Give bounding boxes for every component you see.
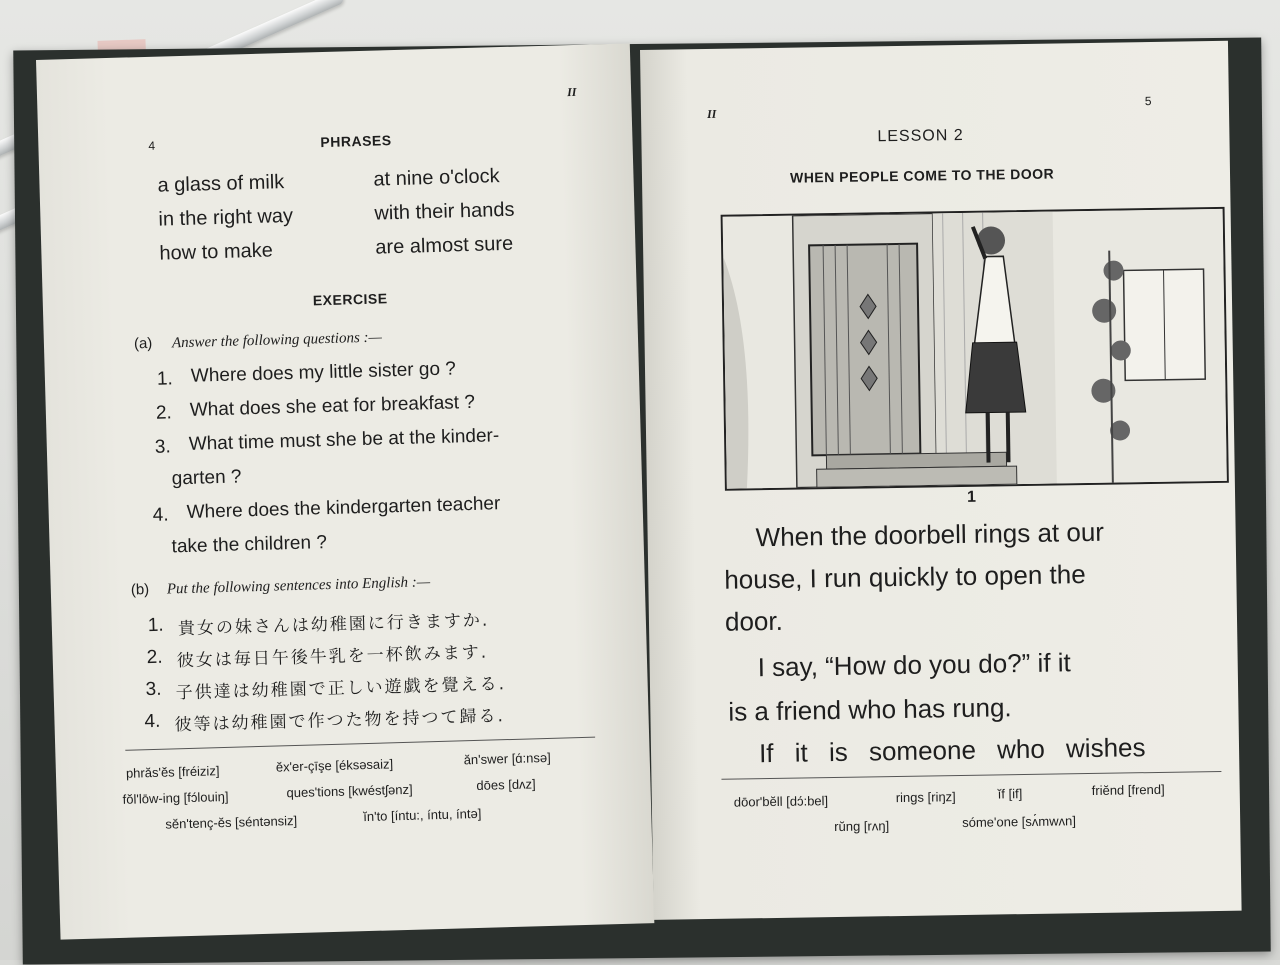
left-page bbox=[36, 43, 654, 939]
phrase: are almost sure bbox=[375, 232, 514, 259]
question-text-continued: take the children ? bbox=[171, 532, 328, 558]
part-b-instruction: Put the following sentences into English :— bbox=[166, 574, 431, 598]
part-a-instruction: Answer the following questions :— bbox=[171, 329, 383, 352]
question-number: 3. bbox=[154, 436, 172, 458]
phrase: a glass of milk bbox=[157, 171, 285, 197]
footnote-rule bbox=[721, 771, 1221, 780]
pronunciation: sóme'one [sʌ́mwʌn] bbox=[962, 813, 1077, 831]
question-text-continued: garten ? bbox=[171, 466, 242, 490]
exercise-heading: EXERCISE bbox=[312, 290, 388, 309]
body-text-line: door. bbox=[724, 605, 784, 637]
page-number: 5 bbox=[1144, 93, 1152, 109]
pronunciation: ĕx'er-çīşe [éksəsaiz] bbox=[275, 756, 394, 775]
body-text-line: house, I run quickly to open the bbox=[724, 559, 1086, 595]
lesson-heading: LESSON 2 bbox=[877, 126, 964, 146]
phrases-heading: PHRASES bbox=[320, 132, 392, 151]
question-number: 1. bbox=[156, 368, 174, 390]
pronunciation: sĕn'tenç-ĕs [séntənsiz] bbox=[165, 813, 298, 832]
pronunciation: dōes [dʌz] bbox=[476, 776, 536, 793]
part-b-label: (b) bbox=[130, 581, 150, 599]
pronunciation: friĕnd [frend] bbox=[1091, 781, 1165, 798]
body-text-line: is a friend who has rung. bbox=[728, 692, 1012, 727]
pronunciation: ques'tions [kwéstʃənz] bbox=[286, 781, 413, 801]
pronunciation: phrăs'ĕs [fréiziz] bbox=[125, 763, 220, 781]
question-number: 2. bbox=[155, 402, 173, 424]
sentence-number: 3. bbox=[145, 678, 162, 701]
footnote-rule bbox=[125, 737, 595, 751]
question-number: 4. bbox=[152, 504, 169, 526]
phrase: with their hands bbox=[374, 198, 515, 225]
body-text-line: When the doorbell rings at our bbox=[755, 516, 1105, 553]
pronunciation: ăn'swer [ɑ́:nsə] bbox=[463, 749, 551, 768]
right-page bbox=[640, 41, 1242, 920]
figure-number: 1 bbox=[966, 488, 977, 506]
sentence-number: 4. bbox=[144, 710, 161, 733]
pronunciation: dōor'bĕll [dɔ́:bel] bbox=[733, 793, 829, 810]
phrase: how to make bbox=[159, 239, 274, 265]
door-illustration bbox=[721, 207, 1229, 491]
japanese-sentence: 彼等は幼稚園で作つた物を持つて歸る. bbox=[174, 706, 506, 736]
pronunciation: ĭf [if] bbox=[997, 786, 1023, 802]
lesson-title: WHEN PEOPLE COME TO THE DOOR bbox=[789, 165, 1055, 186]
pronunciation: rŭng [rʌŋ] bbox=[834, 818, 890, 835]
page-number: 4 bbox=[148, 138, 156, 153]
japanese-sentence: 彼女は毎日午後牛乳を一杯飲みます. bbox=[176, 642, 489, 672]
sentence-number: 1. bbox=[147, 614, 164, 637]
sentence-number: 2. bbox=[146, 646, 163, 669]
question-text: What time must she be at the kinder- bbox=[188, 425, 500, 455]
japanese-sentence: 貴女の妹さんは幼稚園に行きますか. bbox=[177, 610, 490, 640]
body-text-line: If it is someone who wishes bbox=[758, 732, 1146, 769]
question-text: Where does my little sister go ? bbox=[190, 358, 457, 387]
pronunciation: rings [riŋz] bbox=[895, 789, 956, 806]
phrase: in the right way bbox=[158, 204, 294, 231]
phrase: at nine o'clock bbox=[373, 165, 500, 191]
running-head: II bbox=[706, 106, 717, 121]
question-text: Where does the kindergarten teacher bbox=[186, 493, 501, 523]
pronunciation: fŏl'lōw-ing [fɔ́louiŋ] bbox=[122, 788, 229, 807]
part-a-label: (a) bbox=[133, 334, 153, 353]
body-text-line: I say, “How do you do?” if it bbox=[757, 647, 1072, 683]
running-head: II bbox=[566, 84, 577, 100]
question-text: What does she eat for breakfast ? bbox=[189, 391, 476, 421]
pronunciation: ĭn'to [íntu:, íntu, íntə] bbox=[363, 805, 482, 825]
japanese-sentence: 子供達は幼稚園で正しい遊戯を覺える. bbox=[175, 674, 507, 704]
illustration-drawing bbox=[723, 209, 1227, 489]
